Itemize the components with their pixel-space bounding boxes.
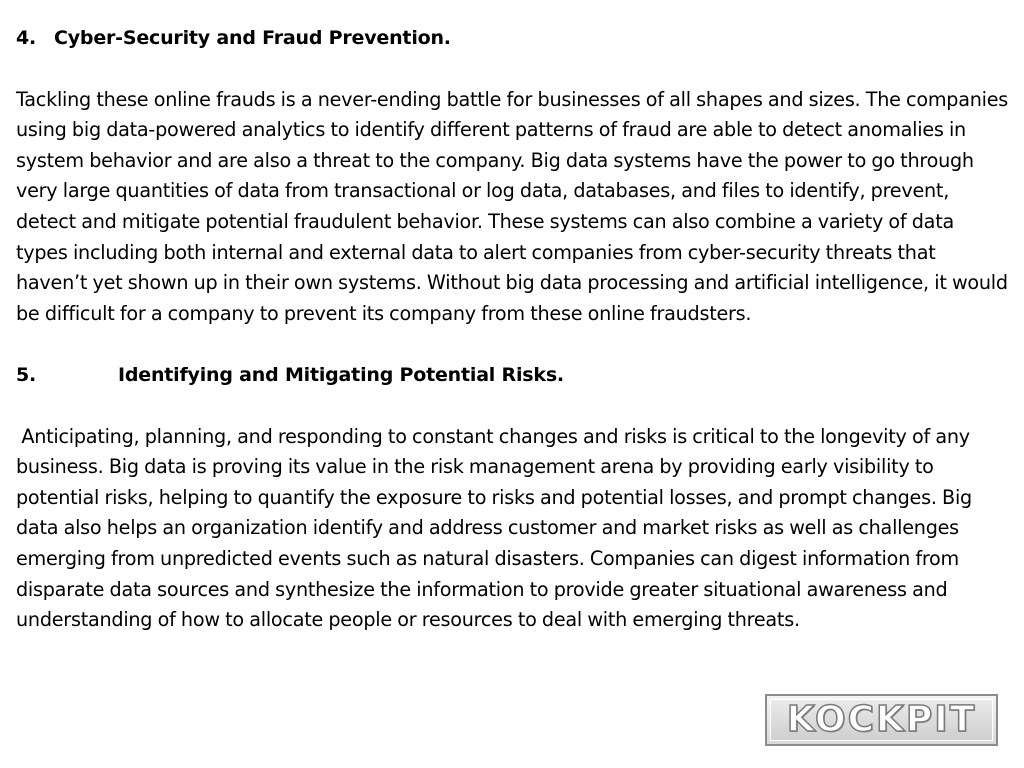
logo-frame (770, 699, 993, 741)
section-5-title: Identifying and Mitigating Potential Risks. (118, 363, 564, 386)
section-4-body: Tackling these online frauds is a never-ending battle for businesses of all shapes and sizes. The companies using big data-powered analytics to identify different patterns of fraud are able to detect anomalies in system behavior and are also a threat to the company. Big data systems have the power to go through very large quantities of data from transactional or log data, databases, and files to identify, prevent, detect and mitigate potential fraudulent behavior. These systems can also combine a variety of data types including both internal and external data to alert companies from cyber-security threats that haven’t yet shown up in their own systems. Without big data processing and artificial intelligence, it would be difficult for a company to prevent its company from these online fraudsters. (16, 87, 1009, 325)
section-4-title: Cyber-Security and Fraud Prevention. (54, 27, 451, 49)
section-4-heading (16, 23, 1010, 54)
spacer (16, 329, 1010, 360)
section-5-heading (16, 360, 1010, 391)
spacer (16, 391, 1010, 422)
section-5-number: 5. (16, 363, 37, 386)
slide-content (16, 23, 1010, 636)
section-5-body: Anticipating, planning, and responding to constant changes and risks is critical to the longevity of any business. Big data is proving its value in the risk management arena by providing early visibility to potential risks, helping to quantify the exposure to risks and potential losses, and prompt changes. Big data also helps an organization identify and address customer and market risks as well as challenges emerging from unpredicted events such as natural disasters. Companies can digest information from disparate data sources and synthesize the information to provide greater situational awareness and understanding of how to allocate people or resources to deal with emerging threats. (16, 424, 978, 632)
spacer (16, 54, 1010, 85)
logo-text: KOCKPIT (786, 699, 977, 740)
section-4-number: 4. (16, 27, 37, 49)
kockpit-logo (765, 694, 998, 746)
